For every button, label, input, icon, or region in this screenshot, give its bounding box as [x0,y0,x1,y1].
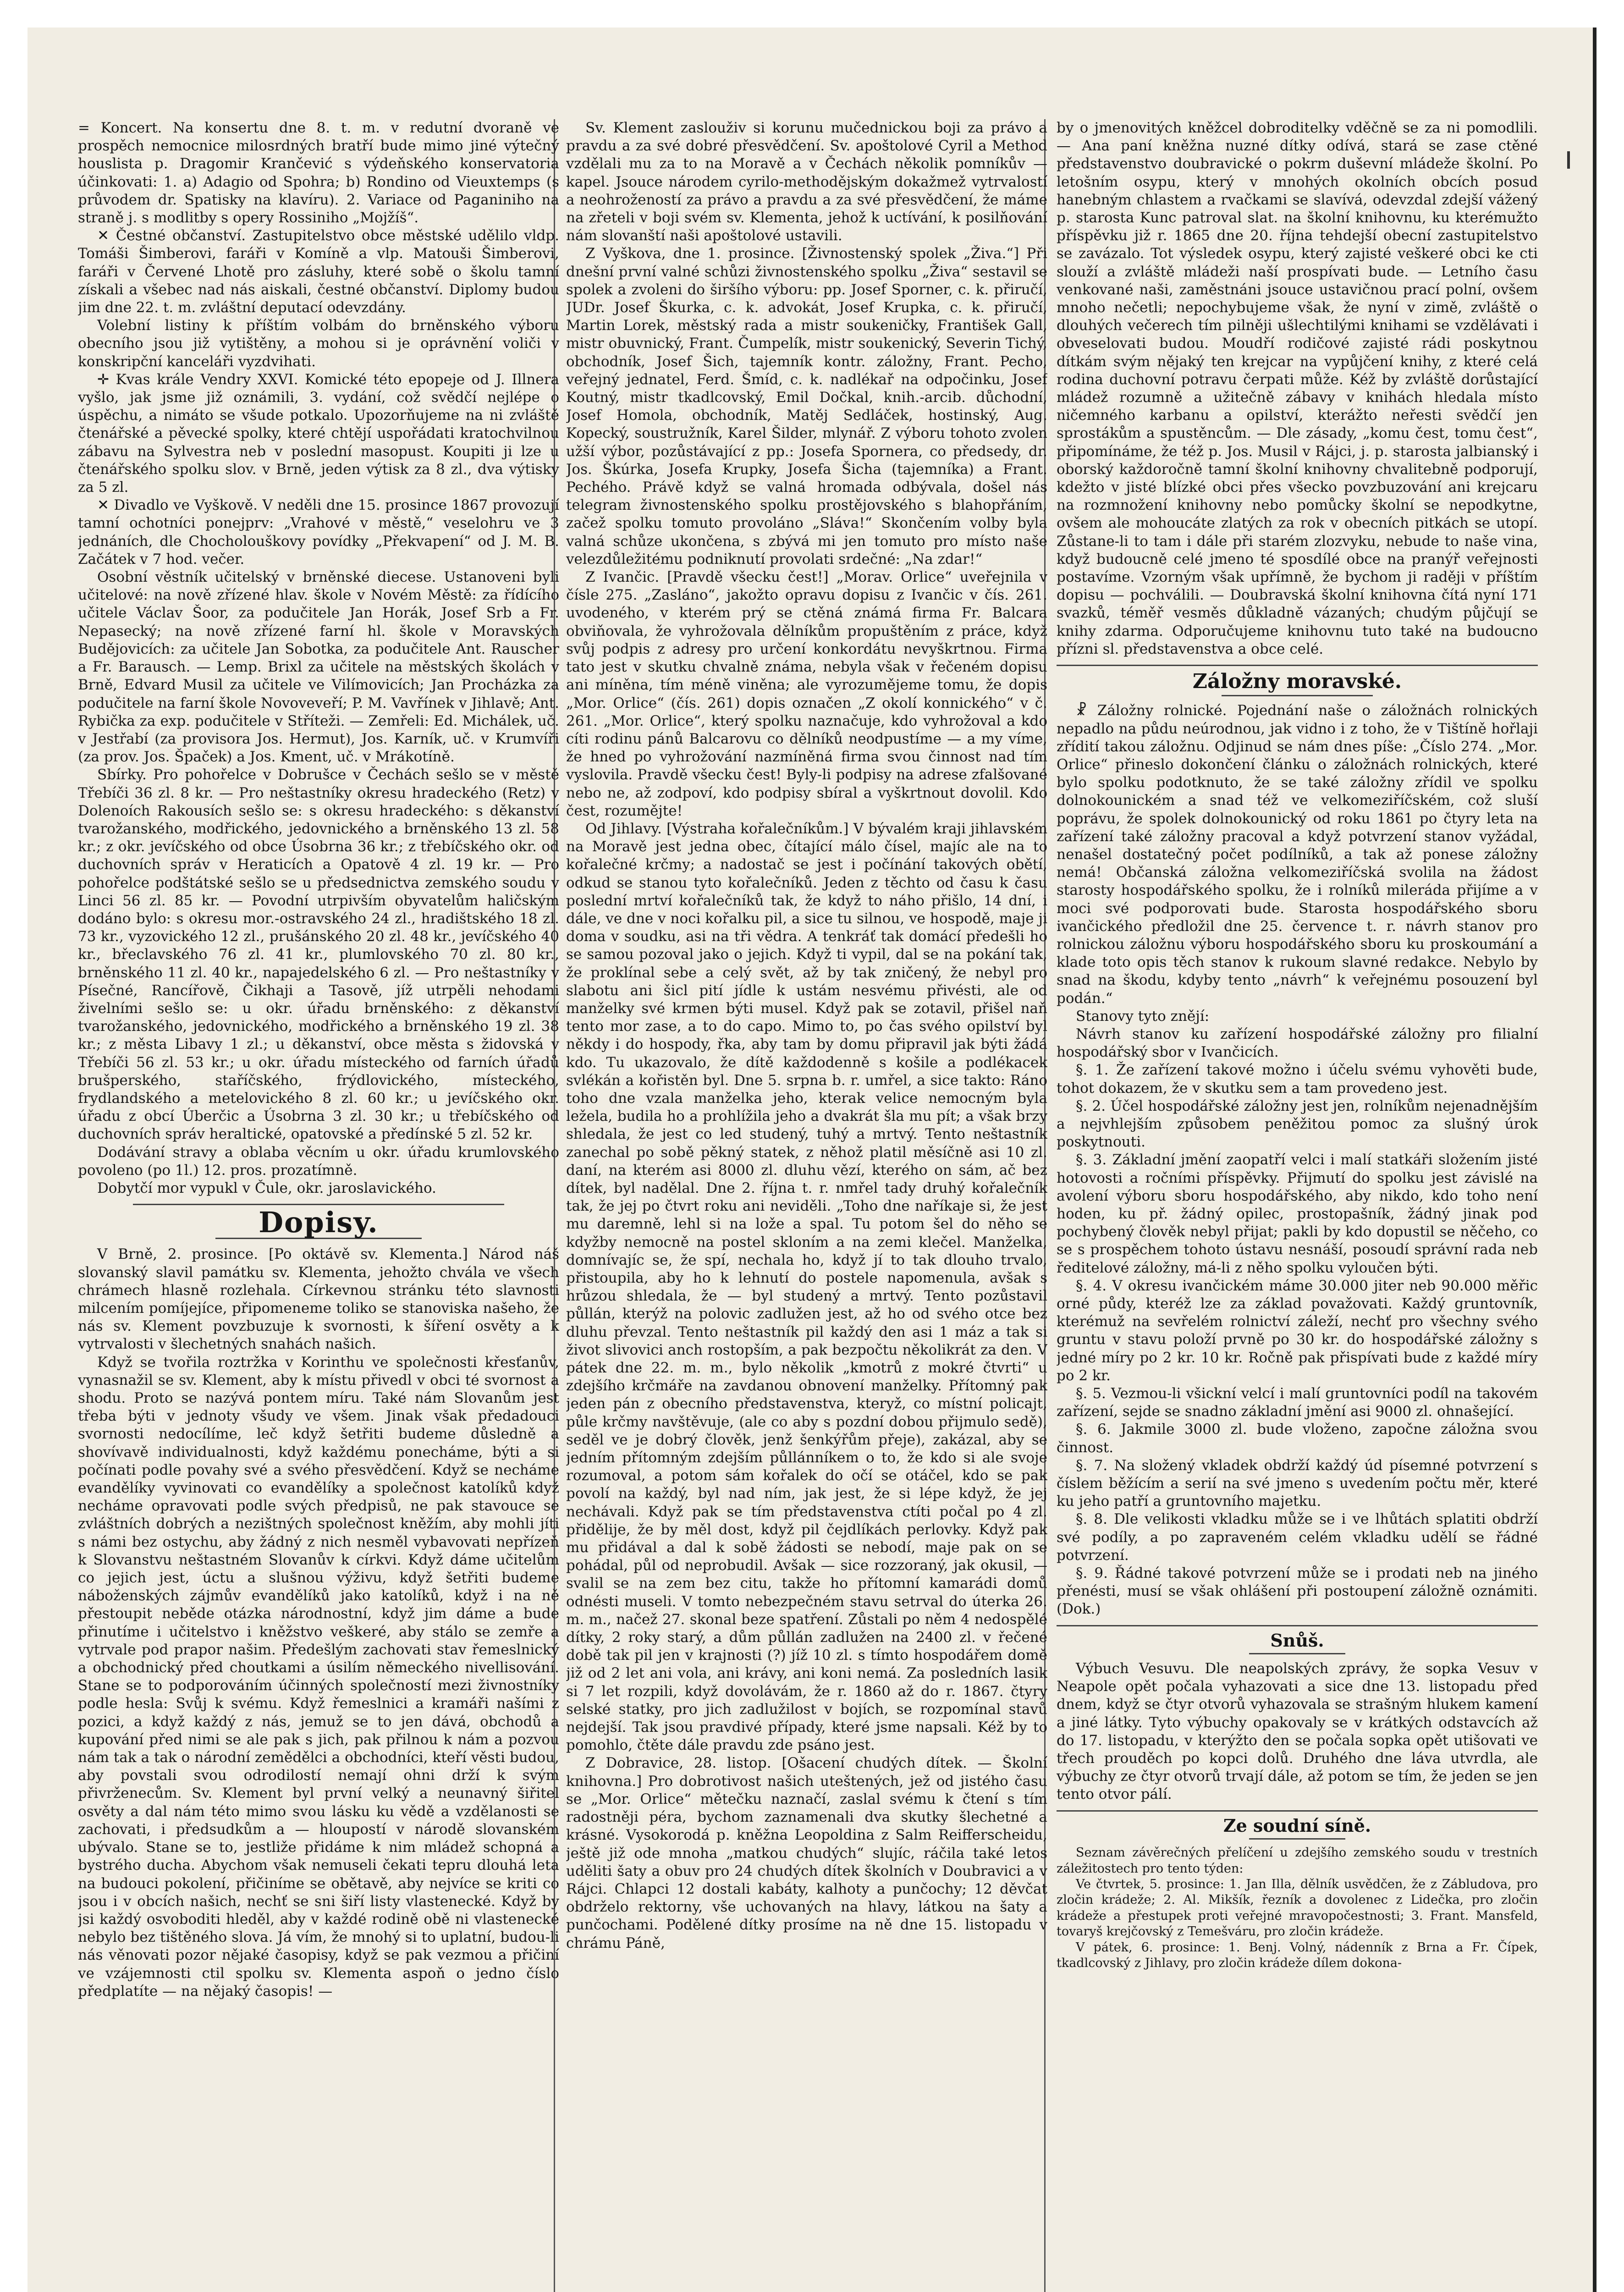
news-item-divadlo-vyskov: ✕ Divadlo ve Vyškově. V neděli dne 15. prosince 1867 provozují tamní ochotníci ponejprv: „Vrahové v městě,“ veselohru ve 3 jednáních, dle Chocholouškovy povídky „Překvapení“ od J. M. B. Začátek v 7 hod. večer. [78,497,559,567]
letter-brno-3: Sv. Klement zaslouživ si korunu mučednickou boji za právo a pravdu a za své dobré přesvědčení. Sv. apoštolové Cyril a Method vzdělali mu za to na Moravě a v Čechách několik pomníkův — kapel. Jsouce národem cyrilo-methodějským dokažmež vytrvalostí a neohrožeností za právo a pravdu a za své přesvědčení, že máme na zřeteli v boji svém sv. Klementa, jehož k uctívání, k posilňování nám slovanští naši apoštolové ustavili. [566,120,1047,244]
zalozny-par-6: §. 6. Jakmile 3000 zl. bude vloženo, započne záložna svou činnost. [1057,1421,1538,1456]
news-item-volebni-listiny: Volební listiny k příštím volbám do brněnského výboru obecního jsou již vytištěny, a mohou si je oprávnění voliči v konskripční kanceláři vyzdvihati. [78,317,559,370]
section-title-soud: Ze soudní síně. [1223,1815,1371,1836]
section-divider-short [1249,1653,1345,1654]
news-item-dobytci-mor: Dobytčí mor vypukl v Čule, okr. jaroslavického. [97,1179,436,1196]
soud-ctvrtek: Ve čtvrtek, 5. prosince: 1. Jan Illa, dělník usvědčen, že z Zábludova, pro zločin krádeže; 2. Al. Mikšík, řezník a dovolenec z Lidečka, pro zločin krádeže a přestupek proti veřejné mravopočestnosti; 3. Frant. Mansfeld, tovaryš krejčovský z Temešváru, pro zločin krádeže. [1057,1877,1538,1939]
news-item-cestne-obcanstvi: ✕ Čestné občanství. Zastupitelstvo obce městské udělilo vldp. Tomáši Šimberovi, faráři v Komíně a vlp. Matouši Šimberovi, faráři v Červené Lhotě pro zásluhy, které sobě o školu tamní získali a všebec nad nás aiskali, čestné občanství. Diplomy budou jim dne 22. t. m. zvláštní deputací odevzdány. [78,227,559,316]
zalozny-par-3: §. 3. Základní jmění zaopatří velci i malí statkáři složením jisté hotovosti a ročními příspěvky. Přijmutí do spolku jest závislé na avolení výboru sboru hospodářského, aby nikdo, kdo toho není hoden, ku př. žádný opilec, prostopašník, žádný jinak pod pochybený člověk nebyl přijat; pakli by kdo dopustil se něčeho, co se s prospěchem tohoto ústavu nesnáší, posoudí správní rada neb ředitelové záložny, má-li z něho spolku vyloučen býti. [1057,1152,1538,1276]
letter-ivancice: Z Ivančic. [Pravdě všecku čest!] „Morav. Orlice“ uveřejnila v čísle 275. „Zasláno“, jakožto opravu dopisu z Ivančic v čís. 261. uvodeného, v kterém prý se ctěná známá firma Fr. Balcara obviňovala, že vyhrožovala dělníkům propuštěním z práce, když svůj podpis z adresy pro určení konkordátu nevyškrtnou. Firma tato jest v skutku chvalně známa, nebyla však v řečeném dopisu ani míněna, tím méně viněna; ale vyrozumějeme tomu, že dopis „Mor. Orlice“ (čís. 261) dopis označen „Z okolí konnického“ v č. 261. „Mor. Orlice“, který spolku naznačuje, kdo vyhrožoval a kdo cíti rodinu pánů Balcarovu co dělníků neodpustíme — a my víme, že hned po vyhrožování nazmíněná firma svou činnost nad tím vyslovila. Pravdě všecku čest! Byly-li podpisy na adrese zfalšované nebo ne, až zodpoví, kdo podpisy sbíral a vyškrtnout dovolil. Kdo čest, rozumějte! [566,569,1047,819]
zalozny-navrh: Návrh stanov ku zařízení hospodářské záložny pro filialní hospodářský sbor v Ivančicích. [1057,1025,1538,1061]
news-item-koncert: = Koncert. Na konsertu dne 8. t. m. v redutní dvoraně ve prospěch nemocnice milosrdných bratří bude mimo jiné výtečný houslista p. Dragomir Krančević s výdeňského konservatoria účinkovati: 1. a) Adagio od Spohra; b) Rondino od Vieuxtemps (s průvodem dr. Spatisky na klavíru). 2. Variace od Paganiniho na straně j. s modlitby s opery Rossiniho „Mojžíš“. [78,120,559,226]
newspaper-page [28,28,1596,2292]
section-divider [1057,1810,1538,1812]
section-title-dopisy: Dopisy. [259,1206,379,1240]
zalozny-par-4: §. 4. V okresu ivančickém máme 30.000 jiter neb 90.000 měřic orné půdy, kteréž lze za základ považovati. Každý gruntovník, kterémuž na sevřelém rolnictví záleží, nechť pro všechny svého gruntu v stavu položí prvně po 30 kr. do hospodářské záložny s jedné míry po 2 kr. 10 kr. Ročně pak přispívati bude z každé míry po 2 kr. [1057,1277,1538,1384]
soud-patek: V pátek, 6. prosince: 1. Benj. Volný, nádenník z Brna a Fr. Čípek, tkadlcovský z Jihlavy, pro zločin krádeže dílem dokona- [1057,1940,1538,1970]
zalozny-par-5: §. 5. Vezmou-li všickní velcí i malí gruntovníci podíl na takovém zařízení, sejde se snadno základní jmění asi 9000 zl. ohnašející. [1057,1385,1538,1420]
section-divider-short [1249,1838,1345,1840]
zalozny-par-1: §. 1. Že zařízení takové možno i účelu svému vyhověti bude, tohot dokazem, že v skutku sem a tam provedeno jest. [1057,1062,1538,1096]
section-divider [133,1204,504,1205]
news-item-osobni-vestnik: Osobní věstník učitelský v brněnské diecese. Ustanoveni byli učitelové: na nově zřízené hlav. škole v Novém Městě: za řídícího učitele Václav Šoor, za podučitele Jan Horák, Josef Srb a Fr. Nepasecký; na nově zřízené farní hl. škole v Moravských Budějovicích: za učitele Jan Sobotka, za podučitele Ant. Rauscher a Fr. Barausch. — Lemp. Brixl za učitele na městských školách v Brně, Edvard Musil za učitele ve Vilímovicích; Jan Procházka za podučitele na farní škole Novoveveří; P. M. Vavřínek v Jihlavě; Ant. Rybička za exp. podučitele v Stříteži. — Zemřeli: Ed. Michálek, uč. v Jestřabí (za provisora Jos. Hermut), Jos. Karník, uč. v Krumvíři (za prov. Jos. Špaček) a Jos. Kment, uč. v Mrákotíně. [78,569,559,766]
margin-mark [1567,151,1570,169]
zalozny-par-7: §. 7. Na složený vkladek obdrží každý úd písemné potvrzení s číslem běžícím a serií na své jmeno s uvedením počtu měr, které ku jeho patří a gruntovního majetku. [1057,1457,1538,1510]
letter-brno-2: Když se tvořila roztržka v Korinthu ve společnosti křesťanův, vynasnažil se sv. Klement, aby k místu přivedl v obci té svornost a shodu. Proto se nazývá pontem míru. Také nám Slovanům jest třeba býti v jednoty všudy ve všem. Jinak však předadouci svornosti nedocílíme, leč když šetřiti budeme důsledně a shovívavě individualnosti, když každému ponecháme, býti a si počínati podle povahy své a svého přesvědčení. Když se necháme evandělíky vyvinovati co evandělíky a společnost katolíků když necháme opravovati podle svých předpisů, ne pak stavouce se zvláštních dobrých a nezištných společnost kněžím, aby mohli jíti s námi bez ostychu, aby žádný z nich nesměl vybavovati nepřízeň k Slovanstvu neštastném Slovanův k církvi. Když dáme učitelům co jejich jest, úctu a slušnou výživu, když šetřiti budeme náboženských zájmův evandělíků jako katolíků, když i na ně přestoupit neběde otázka národnostní, když jim dáme a bude přinutíme i učitelstvo i kněžstvo veškeré, aby stálo se zemře a vytrvale pod prapor našim. Předešlým zachovati stav řemeslnický a obchodnický před choutkami a úsilím německého nivellisování. Stane se to podporováním účinných společností mezi živnostníky podle hesla: Svůj k svému. Když řemeslnici a kramáři našími z pozici, a když každý z nás, jemuž se to jen dává, obchodů a kupování před nimi se ale pak s jich, pak přilnou k nám a pozvou nám tak a tak o národní zemědělci a obchodníci, kteří věsti budou, aby povstali svou odrodilostí nemají ohni drží k svým přivrženecům. Sv. Klement byl první velký a neunavný šiřitel osvěty a dal nám této mimo svou lásku ku vědě a vzdělanosti se zachovati, i předsudkům a — hloupostí v národě slovanském ubývalo. Stane se to, jestliže přidáme k nim mládež schopná a bystrého ducha. Abychom však nemuseli čekati tepru dlouhá leta na budouci pokolení, přičiníme se obětavě, aby nejvíce se kriti co jsou i v obcích našich, nechť se sni šiří listy vlastenecké. Když by jsi každý osvoboditi hleděl, aby v každé rodině obě ni vlastenecké nebylo bez tištěného slova. Já vím, že mnohý si to uplatní, budou-li nás věnovati pozor nějaké časopisy, když se pak vezmou a přičiní ve vzájemnosti ctil spolku sv. Klementa aspoň o jedno číslo předplatíte — na nějaký časopis! — [78,1354,559,2000]
section-title-zalozny: Záložny moravské. [1192,670,1402,694]
news-item-sbirky: Sbírky. Pro pohořelce v Dobrušce v Čechách sešlo se v městě Třebíči 36 zl. 8 kr. — Pro neštastníky okresu hradeckého (Retz) v Dolenoích Rakousích sešlo se: s okresu hradeckého: s děkanství tvarožanského, modřického, jedovnického a brněnského 13 zl. 58 kr.; z okr. jevíčského od obce Úsobrna 36 kr.; z třebíčského okr. od duchovních správ v Heraticích a Opatově 4 zl. 19 kr. — Pro pohořelce podštátské sešlo se u předsednictva zemského soudu v Linci 56 zl. 85 kr. — Povodní utrpivším obyvatelům haličským dodáno bylo: s okresu mor.-ostravského 24 zl., hradištského 18 zl. 73 kr., vyzovického 12 zl., prušánského 20 zl. 48 kr., jevíčského 40 kr., břeclavského 76 zl. 41 kr., plumlovského 70 zl. 80 kr., brněnského 11 zl. 40 kr., napajedelského 6 zl. — Pro neštastníky v Písečné, Rancířově, Čikhaji a Tasově, jíž utrpěli nehodami živelními sešlo se: u okr. úřadu brněnského: z děkanství tvarožanského, jedovnického, modřického a brněnského 19 zl. 38 kr.; z města Libavy 1 zl.; u děkanství, obce města s židovská v Třebíči 56 zl. 53 kr.; u okr. úřadu místeckého od farních úřadů brušperského, staříčského, frýdlovického, místeckého, frydlandského a metelovického 8 zl. 60 kr.; u jevíčského okr. úřadu z obcí Úberčic a Úsobrna 3 zl. 30 kr.; u třebíčského od duchovních správ heraltické, opatovské a předínské 5 zl. 52 kr. [78,766,559,1143]
zalozny-par-8: §. 8. Dle velikosti vkladku může se i ve lhůtách splatiti obdrží své podíly, a po zapraveném celém vkladku udělí se řádné potvrzení. [1057,1511,1538,1564]
column-2 [566,119,1047,2292]
letter-doubravice-cont: by o jmenovitých kněžcel dobroditelky vděčně se za ni pomodlili. — Ana paní kněžna nuzné dítky odívá, stará se zase ctěné představenstvo doubravické o pokrm duševní mládeže školní. Po letošním osypu, který v mnohých okolních obcích posud hanebným chlastem a rvačkami se slavívá, odevzdal zdejší vážený p. starosta Kunc patroval slat. na školní knihovnu, ku kterémužto příspěvku již r. 1865 dne 20. října tehdejší obecní zastupitelstvo se zavázalo. Tot výsledek osypu, který zajisté veškeré obci ke cti slouží a zvláště mládeži naší prospívati bude. — Letního času venkované naši, zaměstnáni jsouce ustavičnou prací polní, ovšem mnoho nečetli; nepochybujeme však, že nyní v zimě, zvláště o dlouhých večerech tím pilněji ušlechtilými knihami se vzdělávati i obveselovati budou. Moudří rodičové zajisté rádi poskytnou dítkám svým nějaký ten krejcar na vypůjčení knihy, z které celá rodina duchovní potravu čerpati může. Kéž by zvláště dorůstající mládež rozumně a užitečně zábavy v knihách hledala místo ničemného karbanu a opilství, kterážto neřesti svědčí jen sprostákům a spustěncům. — Dle zásady, „komu čest, tomu čest“, připomínáme, že též p. Jos. Musil v Rájci, j. p. starosta jalbianský i oborský každoročně tamní školní knihovny chvalitebně podporují, kdežto v jisté blízké obci přes všecko povzbuzování ani krejcaru na rozmnožení knihovny nebo pomůcky školní se nepodkytne, ovšem ale mohoucáte zlatých za rok v obecních pitkách se utopí. Zůstane-li to tam i dále při starém zlozvyku, nebude to naše vina, když budoucně celé jmeno té sposdílé obce na pranýř veřejnosti postavíme. Vzorným však upřímně, že bychom ji raději v příštím dopisu — pochválili. — Doubravská školní knihovna čítá nyní 171 svazků, téměř vesměs důkladně vázaných; chudým půjčují se knihy zdarma. Odporučujeme knihovnu tuto také na budoucno přízni sl. představenstva a obce celé. [1057,120,1538,657]
news-item-dodavani-stravy: Dodávání stravy a oblaba věcním u okr. úřadu krumlovského povoleno (po 1l.) 12. pros. prozatímně. [78,1144,559,1179]
section-divider [1057,665,1538,666]
zalozny-par-2: §. 2. Účel hospodářské záložny jest jen, rolníkům nejenadnějším a nejvhlejším způsobem peněžitou pomoc za slušný úrok poskytnouti. [1057,1097,1538,1151]
snes-vesuv: Výbuch Vesuvu. Dle neapolských zprávy, že sopka Vesuv v Neapole opět počala vyhazovati a sice dne 13. listopadu před dnem, když se čtyr otvorů vyhazovala se strašným hlukem kamení a jiné látky. Tyto výbuchy opakovaly se v krátkých odstavcích až do 17. listopadu, v kterýžto den se počala sopka opět utišovati ve třech prouděch po kopci dolů. Druhého dne láva utvrdla, ale výbuchy ze čtyr otvorů trvají dále, až potom se tím, že jeden se jen tento otvor pálí. [1057,1660,1538,1803]
section-divider [1057,1625,1538,1626]
section-title-snes: Snůš. [1270,1630,1324,1651]
letter-doubravice: Z Dobravice, 28. listop. [Ošacení chudých dítek. — Školní knihovna.] Pro dobrotivost našich uteštených, jež od jistého času se „Mor. Orlice“ mětečku naznačí, zaslal svému k čtení s tím radostněji péra, bychom zaznamenali dva skutky šlechetné a krásné. Vysokorodá p. kněžna Leopoldina z Salm Reifferscheidu, ještě již ode mnoha „matkou chudých“ slujíc, ráčila také letos uděliti šaty a obuv pro 24 chudých dítek školních v Doubravici a v Rájci. Chlapci 12 dostali kabáty, kalhoty a punčochy; 12 děvčat obdrželo rektorny, vše uchovaných na hlavy, látkou na šaty a punčochami. Podělené dítky prosíme na ně dne 15. listopadu v chrámu Páně, [566,1755,1047,1951]
soud-seznam: Seznam závěrečných přelíčení u zdejšího zemského soudu v trestních záležitostech pro tento týden: [1057,1846,1538,1876]
column-1 [78,119,559,2292]
news-item-kvas-krale-vendry: ✛ Kvas krále Vendry XXVI. Komické této epopeje od J. Illnera vyšlo, jak jsme již oznámili, 3. vydání, což svědčí nejlépe o úspěchu, a nimáto se všude potkalo. Upozorňujeme na ni zvláště čtenářské a pěvecké spolky, které chtějí uspořádati kratochvilnou zábavu na Sylvestra neb v poslední masopust. Koupiti ji lze u čtenářského spolku slov. v Brně, jeden výtisk za 8 zl., dva výtisky za 5 zl. [78,371,559,496]
scan-edge-right [1593,28,1596,2292]
letter-jihlava: Od Jihlavy. [Výstraha kořalečníkům.] V bývalém kraji jihlavském na Moravě jest jedna obec, čítající málo čísel, majíc ale na to kořalečné krčmy; a nadostač se jest i počínání takových obětí, odkud se stanou tyto kořalečníků. Jeden z těchto od času k času poslední mrtví kořalečníků tak, že když to náho přišlo, 14 dní, i dále, ve dne v noci kořalku pil, a sice tu silnou, ve hospodě, maje ji doma v soudku, asi na tři vědra. A tenkráť tak domácí předešli ho se samou pozoval jako o jejich. Když ti vypil, dal se na pokání tak, že proklínal sebe a celý svět, až by tak zničený, že nebyl pro slabotu ani šicl pití jídle k ustám nesvému přivésti, ale od manželky své krmen býti musel. Když pak se zotavil, přišel naň tento mor zase, a to do capo. Mimo to, po čas svého opilství byl někdy i do hospody, řka, aby tam by domu připravil jak býti žádá kdo. Tu ukazovalo, že dítě každodenně s košile a podlékacek svlékán a kořistěn byl. Dne 5. srpna b. r. umřel, a sice takto: Ráno toho dne vzala manželka jeho, kterak velice nemocným byla ležela, budila ho a prohlížila jeho a dvakrát šla mu pít; a však brzy shledala, že jest co led studený, tuhý a mrtvý. Tento neštastník zanechal po sobě pěkný statek, z něhož platil měsíčně asi 10 zl. daní, na kterém asi 8000 zl. dluhu vězí, kterého on sám, ač bez dítek, byl nadělal. Dne 2. října t. r. nmřel tady druhý kořalečník tak, že jej po čtvrt roku ani neviděli. „Toho dne naříkaje si, že jest mu daremně, lehl si na lože a spal. Tu potom šel do něho se kdyžby nemocně na postel skloním a na zemi klečel. Manželka, domnívajíc se, že spí, nechala ho, když jí to tak dlouho trvalo, přistoupila, aby ho k lehnutí do postele napomenula, avšak s hrůzou shledala, že — byl studený a mrtvý. Tento pozůstavil půllán, kterýž na polovic zadlužen jest, až ho od svého otce bez dluhu převzal. Tento neštastník pil každý den asi 1 máz a tak si život slivovici anch rostopším, a pak bezpočtu několikrát za den. V pátek dne 22. m. m., bylo několik „kmotrů z mokré čtvrti“ u zdejšího krčmáře na zavdanou obnovení manželky. Přítomný pak jeden pán z obecního představenstva, kteryž, co místní policajt, půle krčmy navštěvuje, (ale co aby s pozdní dobou přijmulo sedě), seděl ve je dobrý člověk, jenž šenkýřům přeje), zakázal, aby se jedním přítomným zdejším půllánníkem o to, že kdo si ale svoje rozumoval, a potom sám kořalek do očí se otáčel, kdo se pak povolí na každý, byl nad ním, jak jest, že si lépe když, že jej nechávali. Když pak se tím představenstva ctíti počal po 4 zl. přidělije, že by měl dost, když pil čejdlíkách perlovky. Když pak mu přidával a dal k sobě žádosti se nebodí, maje pak on se pohádal, půl od neprobudil. Avšak — sice rozzoraný, jak okusil, — svalil se na zem bez citu, takže ho přítomní kamarádi domů odnésti museli. V tomto nebezpečném stavu setrval do úterka 26. m. m., načež 27. skonal beze spatření. Zůstali po něm 4 nedospělé dítky, 2 roky starý, a dům půllán zadlužen na 2400 zl. v řečené době tak pil jen v krajnosti (?) jíž 10 zl. s tímto hospodářem domě již od 2 let ani vola, ani krávy, ani koni nemá. Za posledních lasik si 7 let rozpili, když dovolávám, že r. 1860 až do r. 1867. čtyry selské statky, pro jich zadlužilost v bojích, se rozpomínal stavů nejdejší. Tak jsou pravdivé případy, které jsme napsali. Kéž by to pomohlo, čtěte dále pravdu zde psáno jest. [566,820,1047,1754]
column-3 [1057,119,1538,2292]
zalozny-par-9: §. 9. Řádné takové potvrzení může se i prodati neb na jiného přenésti, musí se však ohlášení při postoupení záložně oznámiti. (Dok.) [1057,1565,1538,1618]
section-divider-short [1222,695,1373,696]
letter-brno-1: V Brně, 2. prosince. [Po oktávě sv. Klementa.] Národ náš slovanský slavil památku sv. Klementa, jehožto chvála ve všech chrámech hlasně rozlehala. Církevnou stránku této slavnosti milcením pomíjejíce, připomeneme toliko se stanoviska našeho, že nás sv. Klement povzbuzuje k svornosti, k šíření osvěty a k vytrvalosti v šlechetných snahách našich. [78,1246,559,1353]
letter-vyskov: Z Vyškova, dne 1. prosince. [Živnostenský spolek „Živa.“] Při dnešní první valné schůzi živnostenského spolku „Živa“ sestavil se spolek a zvoleni do širšího výboru: pp. Josef Sporner, c. k. přiručí, JUDr. Josef Škurka, c. k. advokát, Josef Krupka, c. k. přiručí, Martin Lorek, městský rada a mistr soukeničky, František Gall, mistr obuvnický, Frant. Čumpelík, mistr soukenický, Severin Tichý, obchodník, Josef Šich, tajemník kontr. záložny, Frant. Pecho, veřejný jednatel, Ferd. Šmíd, c. k. nadlékař na odpočinku, Josef Koutný, mistr tkadlcovský, Emil Dočkal, knih.-arcib. důchodní, Josef Homola, obchodník, Matěj Sedláček, hostinský, Aug. Kopecký, soustružník, Karel Šilder, mlynář. Z výboru tohoto zvolen užší výbor, pozůstávající z pp.: Josefa Spornera, co předsedy, dr. Jos. Škúrka, Josefa Krupky, Josefa Šicha (tajemníka) a Frant. Pechého. Právě když se valná hromada odbývala, došel nás telegram živnostenského spolku prostějovského s blahopřáním, začež spolku tomuto provoláno „Sláva!“ Skončením volby byla valná schůze ukončena, s zbývá mi jen tomuto pro místo naše velezdůležitému podniknutí provolati srdečné: „Na zdar!“ [566,245,1047,567]
zalozny-intro: ☧ Záložny rolnické. Pojednání naše o záložnách rolnických nepadlo na půdu neúrodnou, jak vidno i z toho, že v Tištíně hořlaji zřídití takou záložnu. Odjinud se nám dnes píše: „Číslo 274. „Mor. Orlice“ přineslo dokončení článku o záložnách rolnických, které bylo spolku podotknuto, že se také záložny zřídil ve spolku dolnokounickém a snad též ve velkomeziříčském, což sluší poprávu, že spolek dolnokounický od roku 1861 po čtyry leta na zařízení také záložny pracoval a když potvrzení stanov vyžádal, nenašel dostatečný počet podílníků, a tak až ponese záložny nemá! Občanská záložna velkomeziříčská svolila na žádost starosty hospodářského spolku, že i rolníků mileráda přijíme a v moci své podporovati bude. Starosta hospodářského sboru ivančického předložil dne 25. července t. r. návrh stanov pro rolnickou záložnu výboru hospodářského sboru ku proskoumání a klade toto opis těch stanov k rukoum slavné redakce. Nebylo by snad na škodu, kdyby tento „návrh“ k veřejnému posouzení byl podán.“ [1057,702,1538,1007]
zalozny-stanovy-lead: Stanovy tyto znějí: [1076,1008,1210,1025]
